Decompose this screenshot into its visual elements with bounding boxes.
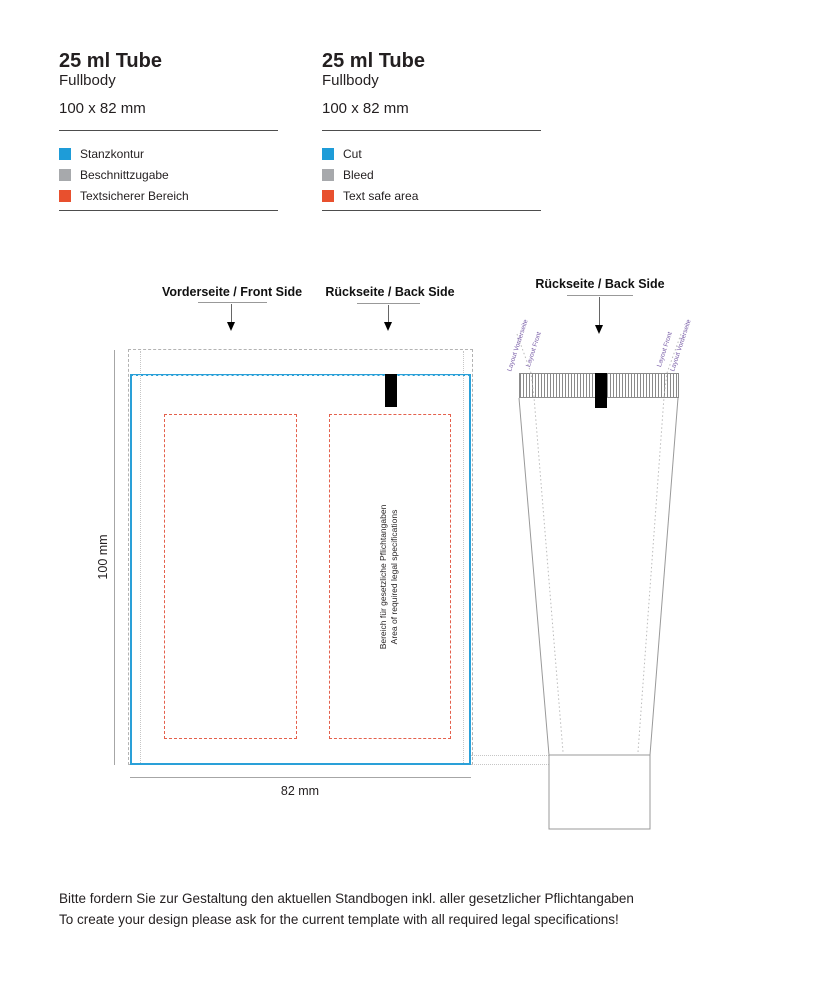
front-arrow-icon [227, 322, 235, 331]
label-underline [198, 302, 267, 303]
text-safe-area-front [164, 414, 297, 739]
tube-cap [549, 755, 650, 829]
legend-item-safe-de [59, 189, 189, 202]
footer-note-de: Bitte fordern Sie zur Gestaltung den aktuellen Standbogen inkl. aller gesetzlicher Pflichtangaben [59, 891, 634, 906]
height-dimension-label: 100 mm [96, 534, 110, 580]
text-safe-color-swatch [322, 190, 334, 202]
tube-layout-label-right-outer: Layout Vorderseite [669, 318, 693, 373]
divider [59, 130, 278, 131]
tube-back-arrow-stem [599, 297, 600, 325]
product-subtitle-en: Fullbody [322, 72, 379, 89]
registration-mark [385, 374, 397, 407]
tube-back-side-label: Rückseite / Back Side [535, 277, 665, 291]
legend-item-bleed-en [322, 168, 374, 181]
height-dimension-line [114, 350, 115, 765]
tube-layout-fold-left [517, 334, 563, 752]
text-safe-color-swatch [59, 190, 71, 202]
back-arrow-stem [388, 305, 389, 322]
front-side-label: Vorderseite / Front Side [161, 285, 303, 299]
tube-layout-label-right-inner: Layout Front [656, 331, 674, 368]
legend-item-cut-en [322, 147, 362, 160]
legend-label: Cut [343, 146, 362, 161]
footer-note-en: To create your design please ask for the current template with all required legal specifications! [59, 911, 619, 927]
legend-label: Bleed [343, 167, 374, 182]
crimp-fold-dash [133, 375, 468, 376]
label-underline [567, 295, 633, 296]
legend-label: Text safe area [343, 188, 419, 203]
legend-label: Beschnittzugabe [80, 167, 169, 182]
legend-item-cut-de [59, 147, 144, 160]
tube-registration-mark [595, 373, 607, 408]
divider [59, 210, 278, 211]
tube-side-left [519, 398, 549, 755]
bleed-color-swatch [59, 169, 71, 181]
divider [322, 210, 541, 211]
product-title-de: 25 ml Tube [59, 50, 162, 72]
label-underline [357, 303, 420, 304]
bleed-color-swatch [322, 169, 334, 181]
header-left [59, 50, 162, 90]
product-dimensions-de: 100 x 82 mm [59, 100, 146, 117]
legend-label: Stanzkontur [80, 146, 145, 161]
back-side-label: Rückseite / Back Side [325, 285, 455, 299]
footer-note [59, 889, 759, 930]
legal-area-note-de: Bereich für gesetzliche Pflichtangaben [378, 504, 388, 650]
tube-side-right [650, 398, 678, 755]
legal-area-note [378, 492, 402, 662]
front-arrow-stem [231, 304, 232, 322]
product-dimensions-en: 100 x 82 mm [322, 100, 409, 117]
product-title-en: 25 ml Tube [322, 50, 425, 72]
width-dimension-line [130, 777, 471, 778]
cut-color-swatch [59, 148, 71, 160]
tube-layout-label-left-inner: Layout Front [525, 331, 543, 368]
product-subtitle-de: Fullbody [59, 72, 116, 89]
legend-label: Textsicherer Bereich [80, 188, 189, 203]
width-dimension-label: 82 mm [280, 784, 320, 798]
tube-layout-label-left-outer: Layout Vorderseite [506, 318, 530, 373]
tube-layout-fold-right [638, 334, 681, 752]
divider [322, 130, 541, 131]
legal-area-note-en: Area of required legal specifications [389, 509, 399, 645]
back-arrow-icon [384, 322, 392, 331]
legend-item-bleed-de [59, 168, 169, 181]
legend-item-safe-en [322, 189, 418, 202]
header-right [322, 50, 425, 90]
cut-color-swatch [322, 148, 334, 160]
